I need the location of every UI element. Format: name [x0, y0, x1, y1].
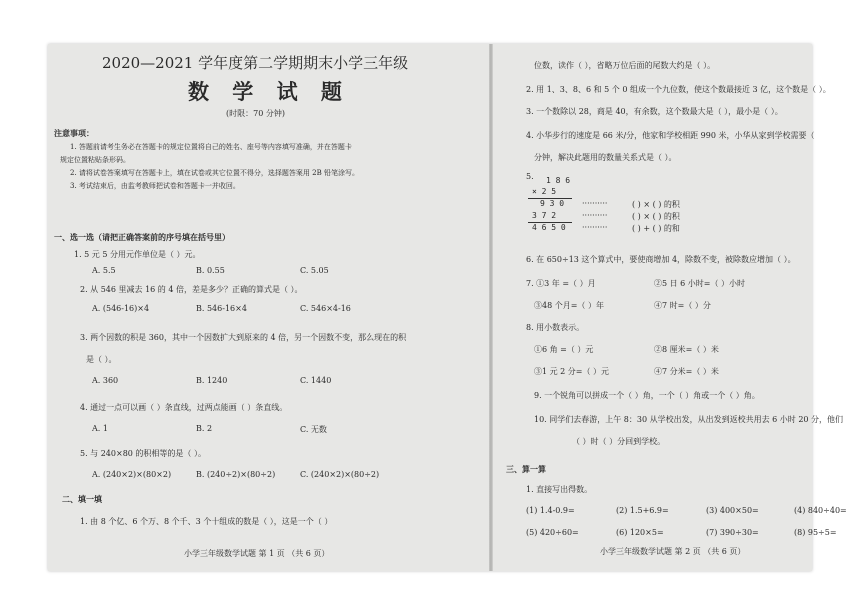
- option-b: B. (240÷2)×(80÷2): [196, 470, 276, 479]
- page-footer: 小学三年级数学试题 第 2 页 （共 6 页）: [600, 547, 746, 556]
- calc-item: (2) 1.5+6.9=: [616, 506, 669, 515]
- option-a: A. (240×2)×(80×2): [92, 470, 172, 479]
- page-2: [494, 44, 847, 571]
- calc-item: (5) 420÷60=: [526, 528, 579, 537]
- fill-question-1: 1. 由 8 个亿、6 个万、8 个千、3 个十组成的数是（ ），这是一个（ ）: [80, 517, 333, 526]
- option-a: A. 360: [92, 376, 119, 385]
- fill-question-7d: ④7 时=（ ）分: [654, 301, 711, 310]
- question-2: 2. 从 546 里减去 16 的 4 倍，差是多少？正确的算式是（ ）。: [80, 285, 303, 294]
- note-line: 3. 考试结束后，由监考教师把试卷和答题卡一并收回。: [70, 182, 240, 190]
- fill-question-4-cont: 分钟，解决此题用的数量关系式是（ ）。: [534, 153, 677, 162]
- fill-question-10: 10. 同学们去春游，上午 8：30 从学校出发，从出发到返校共用去 6 小时 20 分，他们: [534, 415, 844, 424]
- vertical-answer-row: ( ) × ( ) 的积: [632, 212, 680, 221]
- fill-question-9: 9. 一个锐角可以拼成一个（ ）角，一个（ ）角或一个（ ）角。: [534, 391, 760, 400]
- question-3-cont: 是（ ）。: [86, 355, 117, 364]
- time-limit: (时限：70 分钟): [226, 109, 285, 118]
- option-b: B. 2: [196, 424, 213, 433]
- subject-title: 数 学 试 题: [188, 79, 350, 104]
- vertical-multiplicand: 1 8 6: [546, 176, 571, 185]
- dot-leader: ··········: [582, 211, 608, 220]
- calc-instruction: 1. 直接写出得数。: [526, 485, 593, 494]
- fill-question-6: 6. 在 650÷13 这个算式中，要使商增加 4，除数不变，被除数应增加（ ）。: [526, 255, 796, 264]
- page-fold: [489, 44, 493, 571]
- exam-title: 2020—2021 学年度第二学期期末小学三年级: [102, 54, 409, 72]
- vertical-multiplier: × 2 5: [532, 187, 557, 196]
- question-4: 4. 通过一点可以画（ ）条直线，过两点能画（ ）条直线。: [80, 403, 288, 412]
- section-3-heading: 三、算一算: [506, 464, 546, 474]
- notes-heading: 注意事项：: [54, 128, 94, 138]
- option-a: A. 5.5: [92, 266, 116, 275]
- calc-item: (4) 840÷40=: [794, 506, 847, 515]
- option-b: B. 0.55: [196, 266, 225, 275]
- page-1: [48, 44, 488, 571]
- dot-leader: ··········: [582, 199, 608, 208]
- calc-item: (3) 400×50=: [706, 506, 759, 515]
- vertical-answer-row: ( ) × ( ) 的积: [632, 200, 680, 209]
- fill-question-8: 8. 用小数表示。: [526, 323, 585, 332]
- partial-product-1: 9 3 0: [540, 199, 565, 208]
- product-sum: 4 6 5 0: [532, 223, 566, 232]
- exam-paper: [48, 44, 847, 571]
- option-a: A. 1: [92, 424, 108, 433]
- option-c: C. (240×2)×(80÷2): [300, 470, 380, 479]
- fill-question-1-cont: 位数，读作（ ），省略万位后面的尾数大约是（ ）。: [534, 61, 716, 70]
- calc-item: (1) 1.4-0.9=: [526, 506, 575, 515]
- dot-leader: ··········: [582, 223, 608, 232]
- option-c: C. 1440: [300, 376, 332, 385]
- fill-question-8a: ①6 角 =（ ）元: [534, 345, 594, 354]
- page-footer: 小学三年级数学试题 第 1 页 （共 6 页）: [184, 549, 330, 558]
- fill-question-7: 7. ①3 年 =（ ）月: [526, 279, 596, 288]
- option-c: C. 无数: [300, 425, 327, 434]
- fill-question-8b: ②8 厘米=（ ）米: [654, 345, 719, 354]
- section-1-heading: 一、选一选（请把正确答案前的序号填在括号里）: [54, 232, 230, 242]
- option-b: B. 546-16×4: [196, 304, 247, 313]
- fill-question-2: 2. 用 1、3、8、6 和 5 个 0 组成一个九位数，使这个数最接近 3 亿，这个数是（ ）。: [526, 85, 831, 94]
- question-5: 5. 与 240×80 的积相等的是（ ）。: [80, 449, 206, 458]
- fill-question-8d: ④7 分米=（ ）米: [654, 367, 719, 376]
- calc-item: (6) 120×5=: [616, 528, 664, 537]
- section-2-heading: 二、填一填: [62, 494, 102, 504]
- option-b: B. 1240: [196, 376, 228, 385]
- option-c: C. 546×4-16: [300, 304, 351, 313]
- calc-item: (7) 390÷30=: [706, 528, 759, 537]
- fill-question-7c: ③48 个月=（ ）年: [534, 301, 604, 310]
- fill-question-3: 3. 一个数除以 28，商是 40，有余数，这个数最大是（ ），最小是（ ）。: [526, 107, 783, 116]
- fill-question-4: 4. 小华步行的速度是 66 米/分，他家和学校相距 990 米，小华从家到学校需要（: [526, 131, 815, 140]
- fill-question-8c: ③1 元 2 分=（ ）元: [534, 367, 610, 376]
- question-1: 1. 5 元 5 分用元作单位是（ ）元。: [74, 250, 201, 259]
- fill-question-7b: ②5 日 6 小时=（ ）小时: [654, 279, 746, 288]
- fill-question-10-cont: （ ）时（ ）分回到学校。: [572, 437, 666, 446]
- note-line: 1. 答题前请考生务必在答题卡的规定位置将自己的姓名、座号等内容填写准确，并在答题卡: [70, 143, 352, 151]
- calc-item: (8) 95÷5=: [794, 528, 837, 537]
- note-line: 规定位置粘贴条形码。: [60, 156, 130, 164]
- option-a: A. (546-16)×4: [92, 304, 150, 313]
- vertical-answer-row: ( ) + ( ) 的和: [632, 224, 680, 233]
- option-c: C. 5.05: [300, 266, 329, 275]
- question-3: 3. 两个因数的积是 360，其中一个因数扩大到原来的 4 倍，另一个因数不变，那么现在的积: [80, 333, 407, 342]
- note-line: 2. 请将试卷答案填写在答题卡上，填在试卷或其它位置不得分，选择题答案用 2B 铅笔涂写。: [70, 169, 359, 177]
- fill-question-5: 5.: [526, 172, 534, 181]
- partial-product-2: 3 7 2: [532, 211, 557, 220]
